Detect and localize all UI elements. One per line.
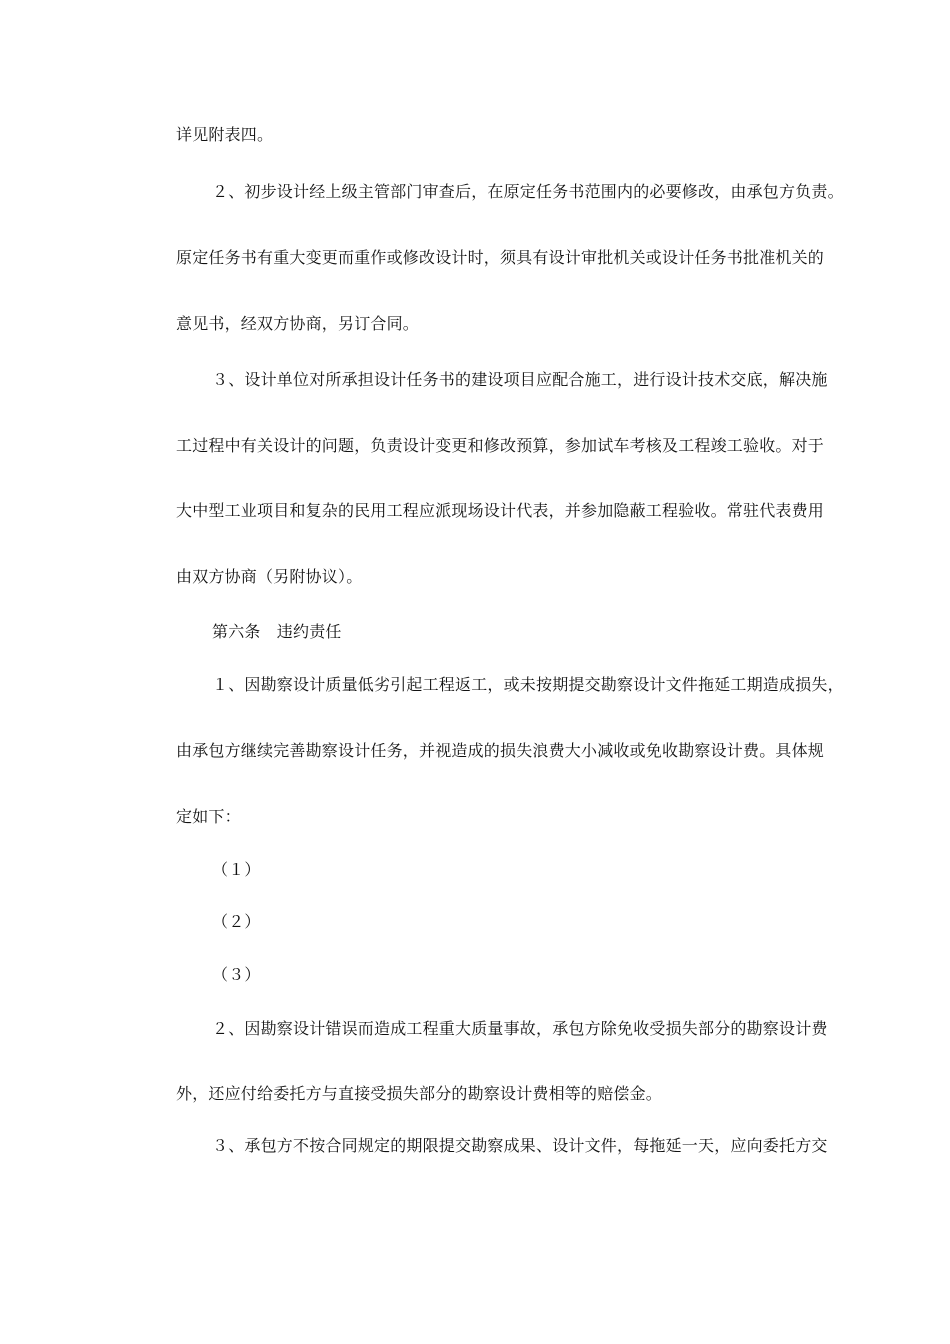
text-line: 定如下： [176, 807, 241, 826]
text-line: １、因勘察设计质量低劣引起工程返工，或未按期提交勘察设计文件拖延工期造成损失， [212, 675, 844, 694]
text-line: 由承包方继续完善勘察设计任务，并视造成的损失浪费大小减收或免收勘察设计费。具体规 [176, 741, 825, 760]
text-line: 原定任务书有重大变更而重作或修改设计时，须具有设计审批机关或设计任务书批准机关的 [176, 248, 825, 267]
text-line: 意见书，经双方协商，另订合同。 [176, 314, 420, 333]
text-line: ３、设计单位对所承担设计任务书的建设项目应配合施工，进行设计技术交底，解决施 [212, 370, 828, 389]
text-line: 由双方协商（另附协议）。 [176, 567, 363, 586]
section-heading: 第六条 违约责任 [212, 622, 342, 641]
text-line: ２、初步设计经上级主管部门审查后，在原定任务书范围内的必要修改，由承包方负责。 [212, 182, 844, 201]
list-item: （１） [212, 860, 261, 879]
text-line: 工过程中有关设计的问题，负责设计变更和修改预算，参加试车考核及工程竣工验收。对于 [176, 436, 825, 455]
text-line: 大中型工业项目和复杂的民用工程应派现场设计代表，并参加隐蔽工程验收。常驻代表费用 [176, 501, 825, 520]
text-line: ２、因勘察设计错误而造成工程重大质量事故，承包方除免收受损失部分的勘察设计费 [212, 1019, 828, 1038]
text-line: 详见附表四。 [176, 125, 274, 144]
text-line: 外，还应付给委托方与直接受损失部分的勘察设计费相等的赔偿金。 [176, 1084, 663, 1103]
list-item: （３） [212, 965, 261, 984]
text-line: ３、承包方不按合同规定的期限提交勘察成果、设计文件，每拖延一天，应向委托方交 [212, 1136, 828, 1155]
list-item: （２） [212, 912, 261, 931]
